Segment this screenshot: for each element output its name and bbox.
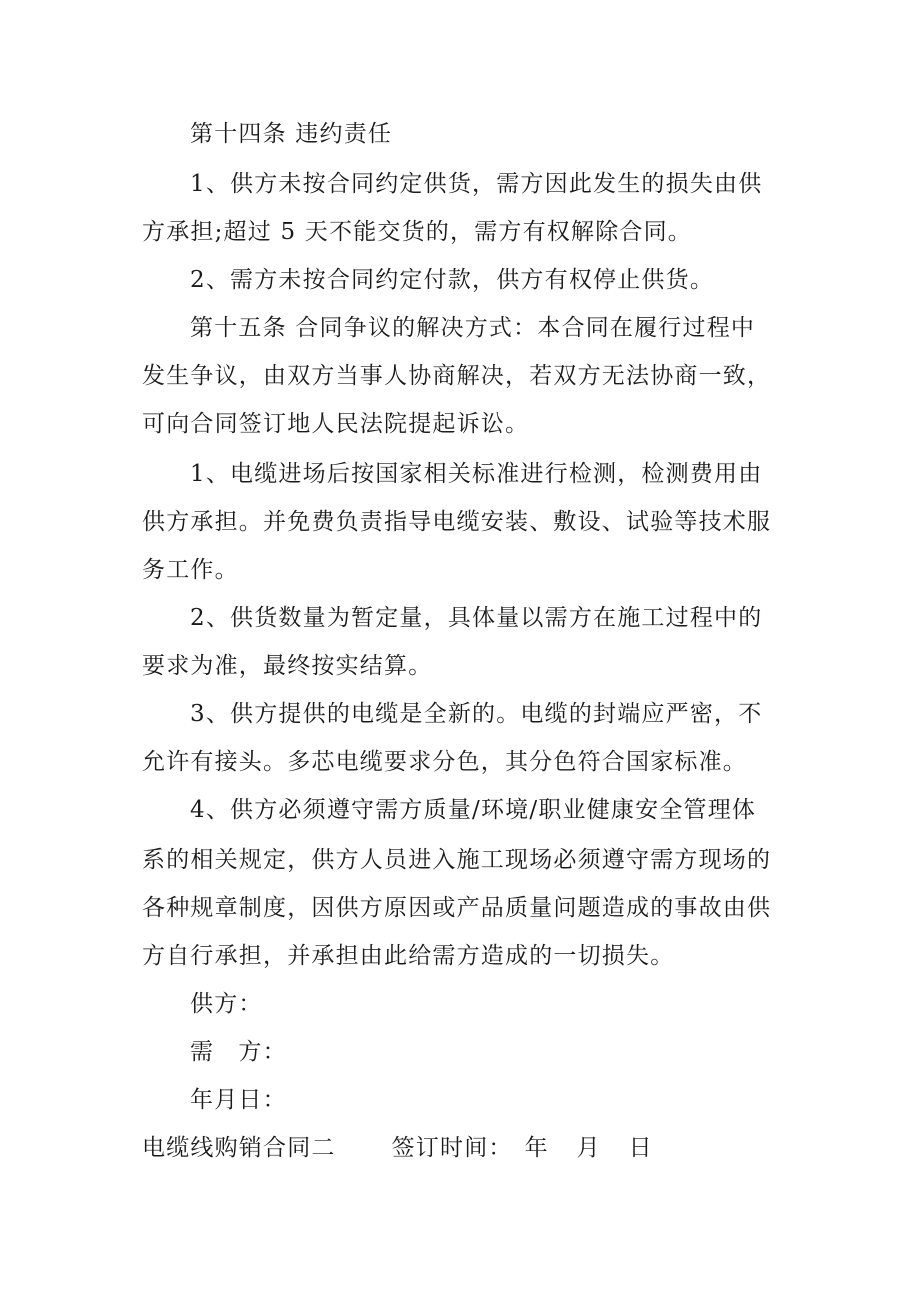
paragraph-line: 方承担;超过 5 天不能交货的，需方有权解除合同。 [142,219,693,245]
article-15-heading: 第十五条 合同争议的解决方式：本合同在履行过程中 [190,315,756,341]
paragraph-line: 系的相关规定，供方人员进入施工现场必须遵守需方现场的 [142,847,772,873]
paragraph-line: 4、供方必须遵守需方质量/环境/职业健康安全管理体 [190,797,757,823]
supplier-signature-label: 供方： [190,991,263,1017]
paragraph-line: 可向合同签订地人民法院提起诉讼。 [142,411,530,437]
paragraph-line: 发生争议，由双方当事人协商解决，若双方无法协商一致， [142,363,772,389]
paragraph-line: 3、供方提供的电缆是全新的。电缆的封端应严密，不 [190,701,763,727]
article-14-heading: 第十四条 违约责任 [190,121,393,147]
paragraph-line: 1、电缆进场后按国家相关标准进行检测，检测费用由 [190,461,763,487]
date-label: 年月日： [190,1087,287,1113]
buyer-signature-label: 需 方： [190,1039,287,1065]
paragraph-line: 1、供方未按合同约定供货，需方因此发生的损失由供 [190,171,763,197]
paragraph-line: 方自行承担，并承担由此给需方造成的一切损失。 [142,943,675,969]
paragraph-line: 2、需方未按合同约定付款，供方有权停止供货。 [190,267,715,293]
paragraph-line: 供方承担。并免费负责指导电缆安装、敷设、试验等技术服 [142,509,772,535]
sign-time-label: 签订时间： [391,1135,513,1161]
footer-line [142,1132,782,1164]
paragraph-line: 要求为准，最终按实结算。 [142,653,433,679]
paragraph-line: 各种规章制度，因供方原因或产品质量问题造成的事故由供 [142,895,772,921]
paragraph-line: 2、供货数量为暂定量，具体量以需方在施工过程中的 [190,605,763,631]
sign-date-blanks: 年 月 日 [524,1135,655,1161]
paragraph-line: 务工作。 [142,557,239,583]
paragraph-line: 允许有接头。多芯电缆要求分色，其分色符合国家标准。 [142,749,747,775]
contract-title: 电缆线购销合同二 [142,1135,336,1161]
